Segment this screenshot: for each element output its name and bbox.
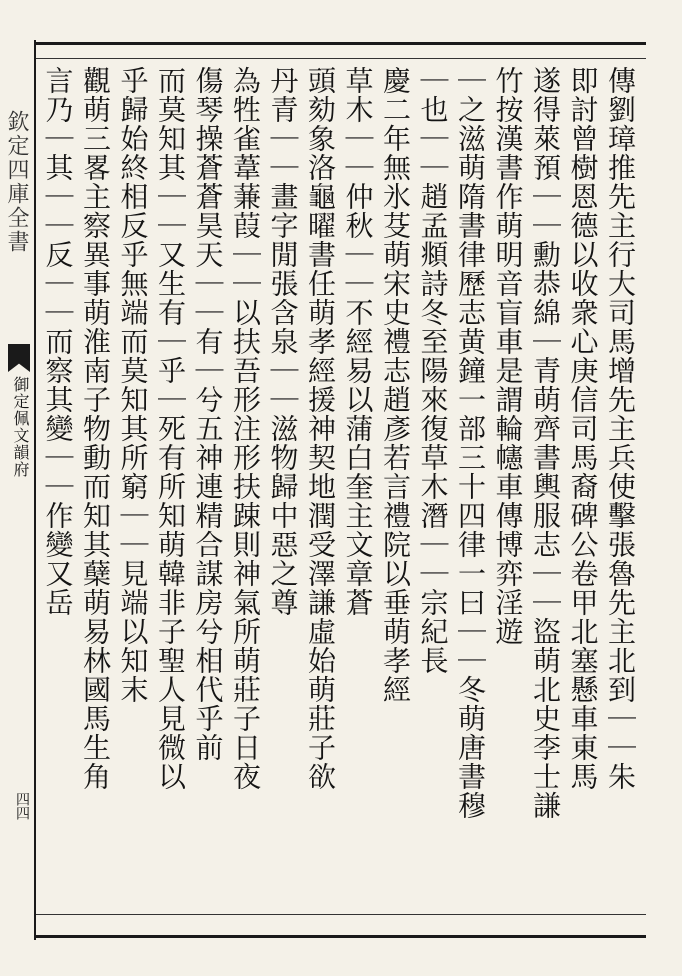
text-column-15: 觀萌三畧主察異事萌淮南子物動而知其蘖萌易林國馬生角	[79, 66, 112, 791]
text-column-9: 頭劾象洛龜曜書任萌孝經援神契地潤受澤謙虛始萌莊子欲	[304, 66, 337, 791]
text-column-7: 慶二年無氷芟萌宋史禮志趙彥若言禮院以垂萌孝經	[379, 66, 412, 704]
page-number: 四四	[14, 792, 30, 820]
margin-book-title: 御定佩文韻府	[11, 376, 30, 478]
fishtail-mark-icon	[8, 344, 30, 372]
text-column-1: 傳劉璋推先主行大司馬增先主兵使擊張魯先主北到｜｜朱	[604, 66, 637, 791]
text-body	[40, 66, 640, 908]
text-column-2: 即討曾樹恩德以收衆心庚信司馬裔碑公卷甲北塞懸車東馬	[566, 66, 600, 791]
margin-top-label: 欽定四庫全書	[4, 110, 29, 254]
text-column-10: 丹青｜｜畫字閒張含泉｜｜滋物歸中惡之尊	[266, 66, 300, 617]
text-column-16: 言乃｜其｜｜反｜｜而察其變｜｜作變又岳	[41, 66, 75, 617]
text-column-14: 乎歸始終相反乎無端而莫知其所窮｜｜見端以知末	[116, 66, 150, 704]
text-column-3: 遂得萊預｜｜勳恭綿｜青萌齊書輿服志｜｜盜萌北史李士謙	[529, 66, 562, 820]
text-column-8: 草木｜｜仲秋｜｜不經易以蒲白奎主文章蒼	[341, 66, 375, 617]
margin-strip	[0, 40, 36, 940]
text-column-11: 為牲雀葦蒹葭｜｜以扶吾形注形扶踈則神氣所萌莊子日夜	[229, 66, 262, 791]
inner-rule-top	[34, 58, 646, 59]
text-column-5: ｜之滋萌隋書律歷志黄鐘一部三十四律一曰｜｜冬萌唐書穆	[454, 66, 487, 820]
inner-rule-bottom	[34, 914, 646, 915]
text-column-6: ｜也｜｜趙孟頫詩冬至陽來復草木潛｜｜宗紀長	[416, 66, 450, 675]
text-column-13: 而莫知其｜｜又生有｜乎｜死有所知萌韓非子聖人見微以	[154, 66, 187, 791]
text-column-4: 竹按漢書作萌明音盲車是謂輪幰車傳博弈淫遊	[491, 66, 525, 646]
text-column-12: 傷琴操蒼蒼昊天｜｜有｜兮五神連精合謀房兮相代乎前	[191, 66, 225, 762]
